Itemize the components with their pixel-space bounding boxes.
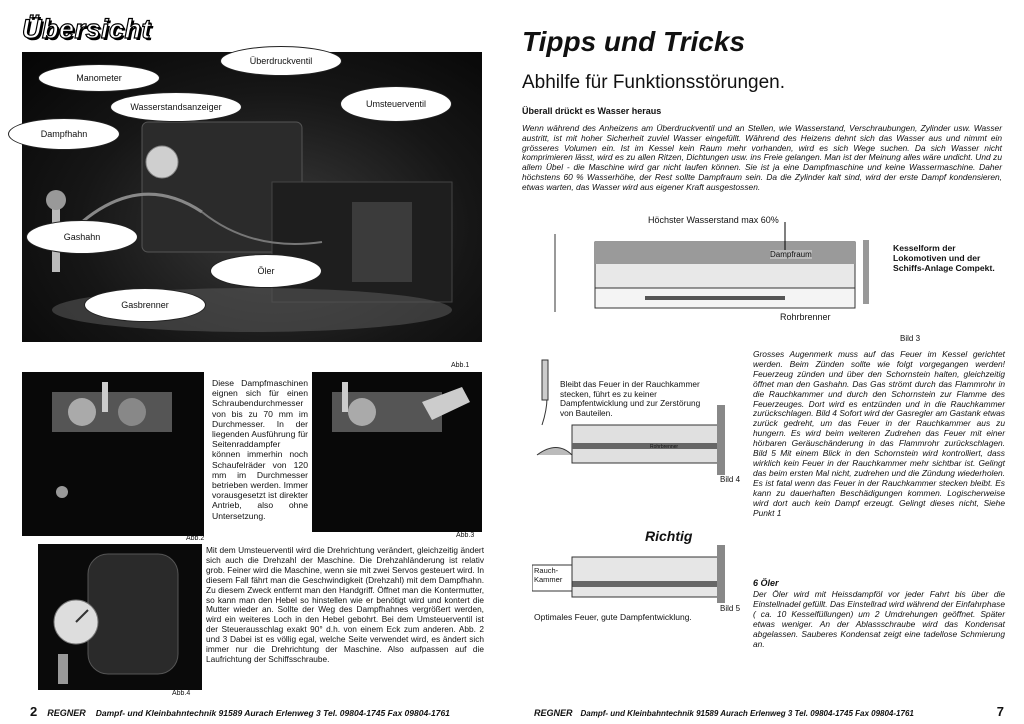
- label-rohrbrenner-bild4: Rohrbrenner: [650, 444, 679, 450]
- callout-fire-stuck: Bleibt das Feuer in der Rauchkammer stecken, führt es zu keiner Dampfentwicklung und zur Zerstörung von Bauteilen.: [560, 380, 708, 418]
- caption-bild3: Bild 3: [900, 334, 921, 343]
- right-text-water: Wenn während des Anheizens am Überdruckventil und an Stellen, wie Wasserstand, Verschraubungen, Zylinder usw. Wasser austritt, ist mit hoher Sicherheit zuviel Wasser eingefüllt. Während des Heizens dehnt sich das Wasser aus und nimmt ein grösseres Volumen ein. Ist im Kessel kein Raum mehr vorhanden, wird es sich Wege suchen. Da sich Wasser nicht komprimieren lässt, wird es zu allen Ritzen, Dichtungen usw. ins Freie gelangen. Man ist der Meinung alles wäre undicht. Und zu allem Übel - die Maschine wird gar nicht laufen können. Sie ist ja eine Dampfmaschine und keine Wassermaschine. Daher höchstens 60 % Wasserhöhe, der Rest sollte Dampfraum sein. Da die Zylinder kalt sind, wird der erste Dampf kondensieren, etwas warten, das Wasser wird aus eigener Kraft ausgestossen.: [522, 123, 1002, 192]
- label-wasserstandsanzeiger: Wasserstandsanzeiger: [110, 92, 242, 122]
- boiler-diagram-bild3: [545, 212, 885, 340]
- label-ueberdruckventil: Überdruckventil: [220, 46, 342, 76]
- caption-abb1: Abb.1: [451, 362, 470, 369]
- left-page-number: 2: [30, 704, 38, 719]
- left-footer: [30, 704, 490, 719]
- valve-illustration-abb3: [312, 372, 482, 532]
- label-dampfhahn: Dampfhahn: [8, 118, 120, 150]
- caption-bild4: Bild 4: [720, 475, 741, 484]
- label-richtig: Richtig: [645, 528, 693, 544]
- label-kesselform: Kesselform der Lokomotiven und der Schiffs-Anlage Compekt.: [893, 243, 995, 273]
- right-footer-brand: REGNER: [534, 708, 573, 718]
- caption-abb4: Abb.4: [172, 690, 191, 697]
- right-footer: [534, 704, 1004, 719]
- right-text-oeler: Der Öler wird mit Heissdampföl vor jeder Fahrt bis über die Einstellnadel gefüllt. Das Einstellrad wird während der Einfahrphase ( ca. 10 Kesselfüllungen) um 2 Umdrehungen geöffnet. Später etwas weniger. An der Ablassschraube wird das Kondensat abgelassen. Sauberes Kondensat zeigt eine tadellose Schmierung an.: [753, 589, 1005, 649]
- caption-optimal-fire: Optimales Feuer, gute Dampfentwicklung.: [534, 612, 692, 622]
- right-text-ignition: Grosses Augenmerk muss auf das Feuer im Kessel gerichtet werden. Beim Zünden sollte wie folgt vorgegangen werden! Feuerzeug zünden und über den Schornstein halten, gleichzeitig öffnet man den Gashahn. Das Gas strömt durch das Flammrohr in die Rauchkammer und durch den Schornstein zur Flamme des Feuerzeuges. Dort wird es entzünden und in die Rauchkammer zurückschlagen. Bild 4 Sofort wird der Gasregler am Gastank etwas zurück gedreht, um das Feuer in der Rauchkammer aus zu hungern. Es wird beim weiteren Zudrehen das Feuer mit einer hörbaren Geräuschänderung in das Flammrohr zurückschlagen. Bild 5 Mit einem Blick in den Schornstein wird kontrolliert, dass wirklich kein Feuer in der Rauchkammer mehr sichtbar ist. Gelingt das beim ersten Mal nicht, zudrehen und die Zündung wiederholen. Es ist fatal wenn das Feuer in der Rauchkammer stecken bleibt. Es kann zu dauerhaften Beschädigungen kommen. Logischerweise wird dort auch kein Dampf erzeugt. Gelingt dieses nicht, Siehe Punkt 1: [753, 349, 1005, 518]
- right-page-title: Tipps und Tricks: [522, 26, 746, 57]
- label-umsteuerventil: Umsteuerventil: [340, 86, 452, 122]
- label-dampfraum: Dampfraum: [770, 250, 812, 259]
- caption-bild5: Bild 5: [720, 604, 741, 613]
- section-heading-water: Überall drückt es Wasser heraus: [522, 106, 662, 116]
- photo-abb3: [312, 372, 482, 532]
- photo-abb2: [22, 372, 204, 536]
- manometer-illustration-abb4: [38, 544, 202, 690]
- left-footer-address: Dampf- und Kleinbahntechnik 91589 Aurach Erlenweg 3 Tel. 09804-1745 Fax 09804-1761: [95, 708, 450, 718]
- right-page-number: 7: [996, 704, 1004, 719]
- label-gashahn: Gashahn: [26, 220, 138, 254]
- label-rohrbrenner: Rohrbrenner: [780, 312, 831, 322]
- right-footer-address: Dampf- und Kleinbahntechnik 91589 Aurach Erlenweg 3 Tel. 09804-1745 Fax 09804-1761: [580, 709, 914, 718]
- label-gasbrenner: Gasbrenner: [84, 288, 206, 322]
- left-page-title: Übersicht: [22, 14, 152, 44]
- caption-abb2: Abb.2: [186, 535, 205, 542]
- label-rauchkammer: Rauch-Kammer: [534, 566, 563, 584]
- caption-abb3: Abb.3: [456, 532, 475, 539]
- right-page-subtitle: Abhilfe für Funktionsstörungen.: [522, 72, 785, 93]
- label-manometer: Manometer: [38, 64, 160, 92]
- valve-illustration-abb2: [22, 372, 204, 536]
- heading-oeler: 6 Öler: [753, 578, 779, 588]
- label-hoechster-wasserstand: Höchster Wasserstand max 60%: [648, 215, 779, 225]
- photo-abb4: [38, 544, 202, 690]
- left-footer-brand: REGNER: [47, 708, 86, 718]
- label-oeler: Öler: [210, 254, 322, 288]
- left-text-engine-sizes: Diese Dampfmaschinen eignen sich für einen Schraubendurchmesser von bis zu 70 mm im Durchmesser. In der liegenden Ausführung für Seitenraddampfer können immerhin noch Schaufelräder von 120 mm im Durchmesser betrieben werden. Immer vorausgesetzt ist direkter Antrieb, also ohne Untersetzung.: [212, 378, 308, 521]
- left-text-umsteuerventil: Mit dem Umsteuerventil wird die Drehrichtung verändert, gleichzeitig ändert sich auch die Drehzahl der Maschine. Die Drehzahländerung ist relativ grob. Feiner wird die Maschine, wenn sie mit zwei Servos gesteuert wird. In diesem Fall fährt man die Geschwindigkeit (Drehzahl) mit dem Dampfhahn. Zu diesem Zweck entfernt man den Handgriff. Öffnet man die Kontermutter, so kann man den Hebel so hinstellen wie er benötigt wird und kontert die Mutter wieder an. Sollte der Weg des Dampfhahnes vergrößert werden, wird ein weiteres Loch in den Hebel gebohrt. Bei dem Umsteuerventil ist der Steuerausschlag exakt 90° d.h. von einem Eck zum anderen. Abb. 2 und 3 Dabei ist es völlig egal, welche Seite verwendet wird, es ändert sich immer nur die Drehrichtung der Maschine. Also aufpassen auf die Laufrichtung der Schiffsschraube.: [206, 545, 484, 664]
- diagram-bild3: [545, 212, 885, 340]
